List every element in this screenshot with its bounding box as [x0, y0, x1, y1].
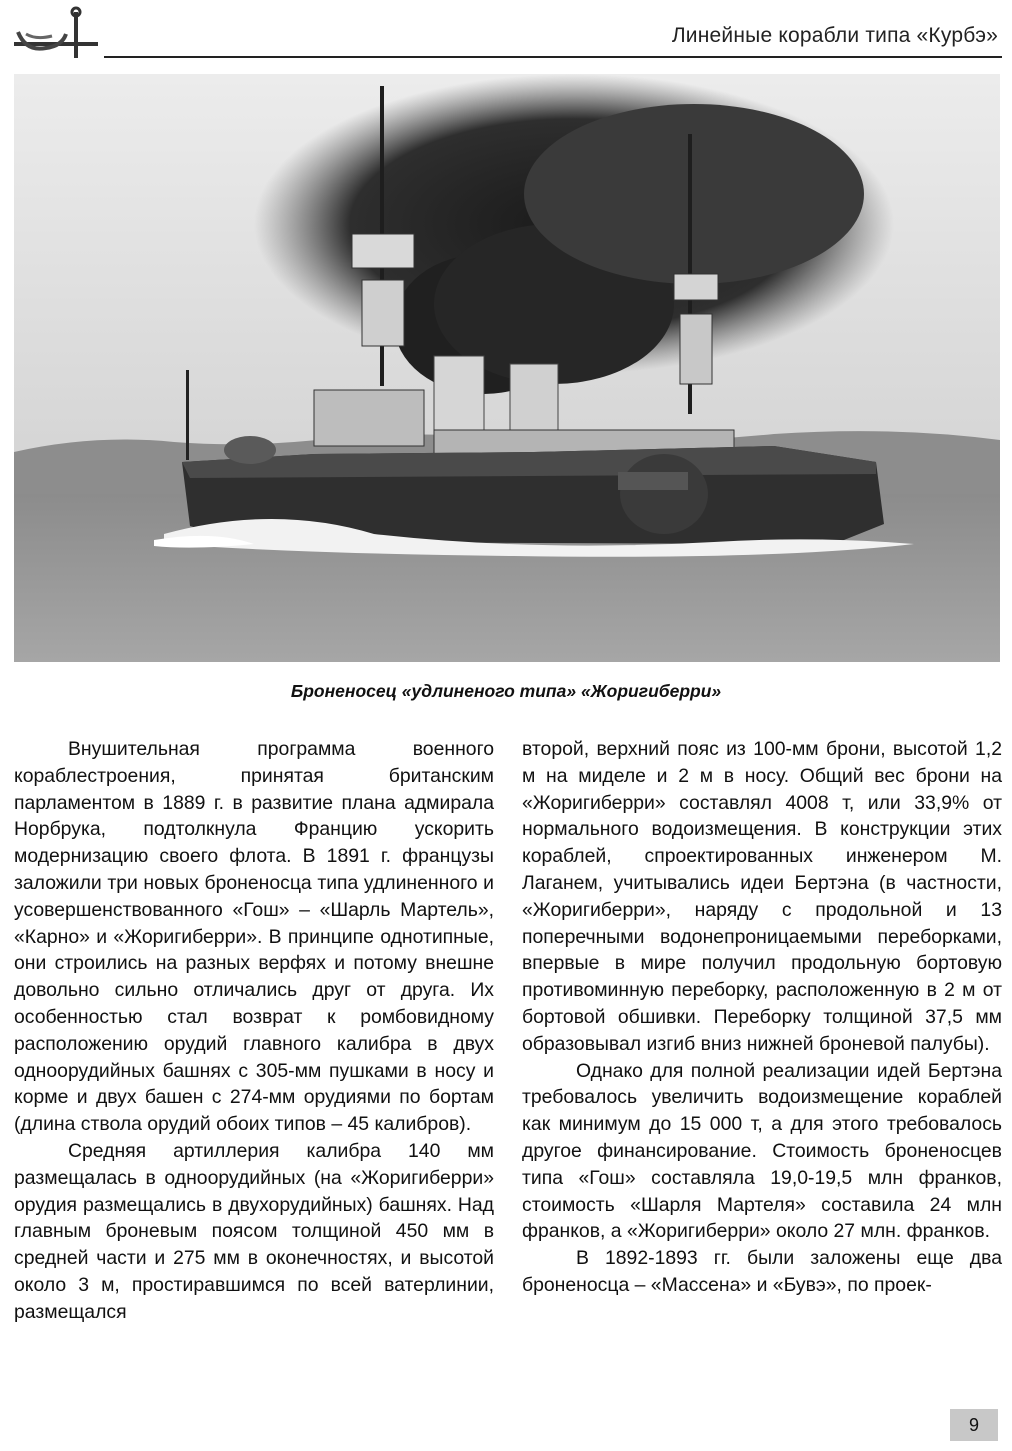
- text-column-right: [522, 736, 1002, 1299]
- anchor-logo-icon: [6, 4, 106, 60]
- text-column-left: [14, 736, 494, 1326]
- paragraph: В 1892-1893 гг. были заложены еще два броненосца – «Массена» и «Бувэ», по проек-: [522, 1247, 1002, 1296]
- paragraph: Однако для полной реализации идей Бертэна требовалось увеличить водоизмещение кораблей как минимум до 15 000 т, а для этого требовалось другое финансирование. Стоимость броненосцев типа «Гош» составляла 19,0-19,5 млн франков, стоимость «Шарля Мартеля» составила 24 млн франков, а «Жоригиберри» около 27 млн. франков.: [522, 1059, 1002, 1243]
- header-divider: [104, 56, 1002, 58]
- paragraph: второй, верхний пояс из 100-мм брони, высотой 1,2 м на миделе и 2 м в носу. Общий вес брони на «Жоригиберри» составлял 4008 т, или 33,9% от нормального водоизмещения. В конструкции этих кораблей, спроектированных инженером М. Лаганем, учитывались идеи Бертэна (в частности, «Жоригиберри», наряду с продольной и 13 поперечными водонепроницаемыми переборками, впервые в мире получил продольную бортовую противоминную переборку, расположенную в 2 м от бортовой обшивки. Переборку толщиной 37,5 мм образовывал изгиб вниз нижней броневой палубы).: [522, 738, 1002, 1055]
- running-header-title: Линейные корабли типа «Курбэ»: [671, 24, 998, 47]
- paragraph: Внушительная программа военного кораблестроения, принятая британским парламентом в 1889 г. в развитие плана адмирала Норбрука, подтолкнула Францию ускорить модернизацию своего флота. В 1891 г. французы заложили три новых броненосца типа удлиненного и усовершенствованного «Гош» – «Шарль Мартель», «Карно» и «Жоригиберри». В принципе однотипные, они строились на разных верфях и потому внешне довольно сильно отличались друг от друга. Их особенностью стал возврат к ромбовидному расположению орудий главного калибра в двух одноорудийных башнях с 305-мм пушками в носу и корме и двух башен с 274-мм орудиями по бортам (длина ствола орудий обоих типов – 45 калибров).: [14, 738, 494, 1136]
- paragraph: Средняя артиллерия калибра 140 мм размещалась в одноорудийных (на «Жоригиберри» орудия размещались в двухорудийных) башнях. Над главным броневым поясом толщиной 450 мм в средней части и 275 мм в оконечностях, и высотой около 3 м, простиравшимся по всей ватерлинии, размещался: [14, 1139, 494, 1323]
- photo-caption: Броненосец «удлиненого типа» «Жоригиберри»: [290, 681, 722, 701]
- page-header: [0, 0, 1012, 70]
- battleship-photo: [14, 74, 1000, 662]
- page-number: 9: [950, 1409, 998, 1441]
